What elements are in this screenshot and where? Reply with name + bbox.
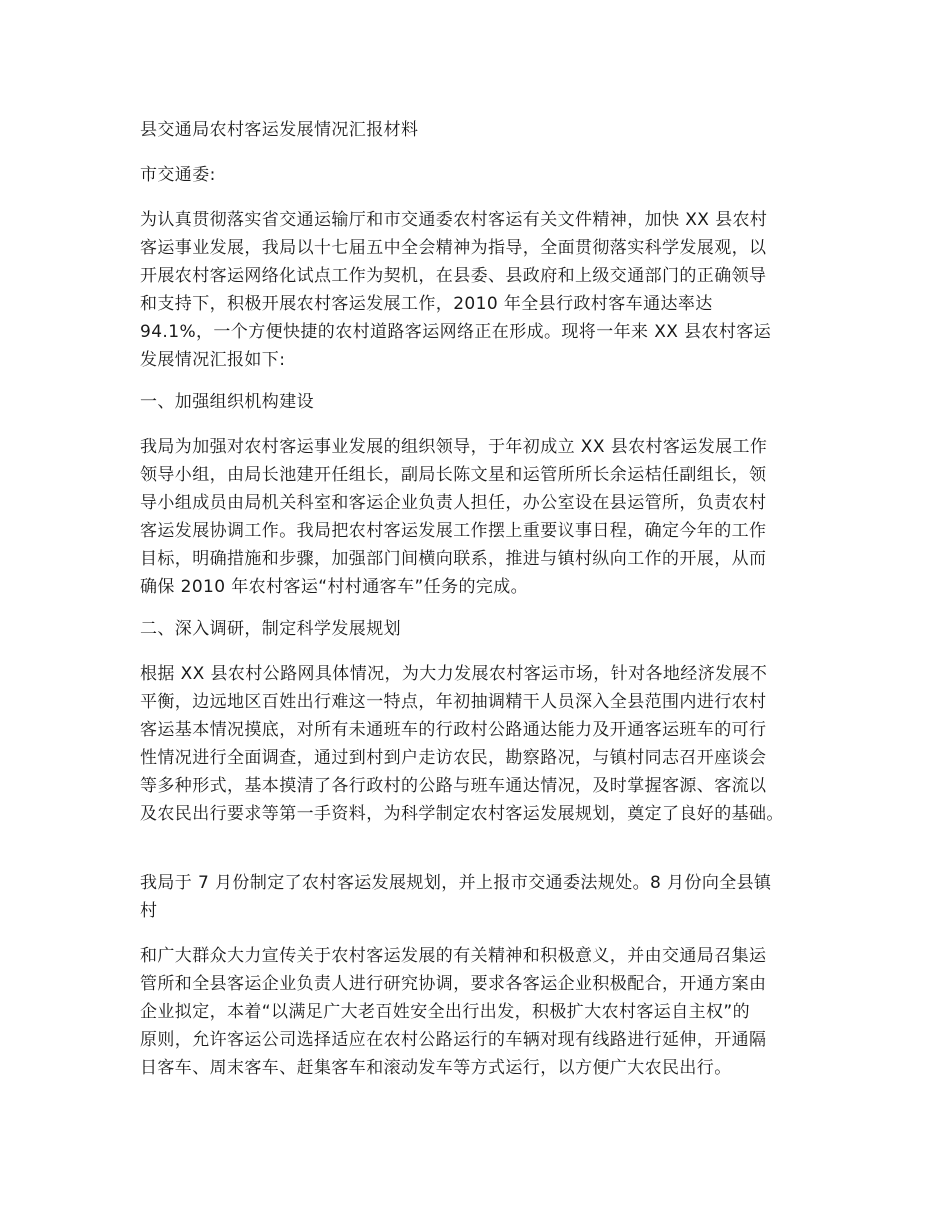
text-line: 和广大群众大力宣传关于农村客运发展的有关精神和积极意义，并由交通局召集运 [140,946,767,966]
text-line: 企业拟定，本着“以满足广大老百姓安全出行出发，积极扩大农村客运自主权”的 [140,1002,751,1022]
paragraph-organization [140,433,810,601]
text-line: 客运发展协调工作。我局把农村客运发展工作摆上重要议事日程，确定今年的工作 [140,521,767,541]
text-line: 为认真贯彻落实省交通运输厅和市交通委农村客运有关文件精神，加快 XX 县农村 [140,210,768,230]
text-line: 目标，明确措施和步骤，加强部门间横向联系，推进与镇村纵向工作的开展，从而 [140,549,767,569]
heading-line: 一、加强组织机构建设 [140,392,314,412]
text-line: 发展情况汇报如下: [140,350,286,370]
text-line: 等多种形式，基本摸清了各行政村的公路与班车通达情况，及时掌握客源、客流以 [140,776,767,796]
section-heading-1 [140,388,810,416]
paragraph-publicity [140,942,810,1082]
text-line: 开展农村客运网络化试点工作为契机，在县委、县政府和上级交通部门的正确领导 [140,266,767,286]
text-line: 94.1%，一个方便快捷的农村道路客运网络正在形成。现将一年来 XX 县农村客运 [140,322,772,342]
text-line: 平衡，边远地区百姓出行难这一特点，年初抽调精干人员深入全县范围内进行农村 [140,692,767,712]
salutation [140,161,810,189]
title-line: 县交通局农村客运发展情况汇报材料 [140,120,419,140]
text-line: 客运事业发展，我局以十七届五中全会精神为指导，全面贯彻落实科学发展观，以 [140,238,767,258]
text-line: 领导小组，由局长池建开任组长，副局长陈文星和运管所所长余运桔任副组长，领 [140,465,767,485]
heading-line: 二、深入调研，制定科学发展规划 [140,619,401,639]
text-line: 确保 2010 年农村客运“村村通客车”任务的完成。 [140,577,529,597]
document-title [140,116,810,144]
text-line: 根据 XX 县农村公路网具体情况，为大力发展农村客运市场，针对各地经济发展不 [140,664,768,684]
section-heading-2 [140,615,810,643]
paragraph-intro [140,206,810,374]
text-line: 和支持下，积极开展农村客运发展工作，2010 年全县行政村客车通达率达 [140,294,713,314]
text-line: 原则，允许客运公司选择适应在农村公路运行的车辆对现有线路进行延伸，开通隔 [140,1030,767,1050]
text-line: 我局为加强对农村客运事业发展的组织领导，于年初成立 XX 县农村客运发展工作 [140,437,768,457]
text-line: 性情况进行全面调查，通过到村到户走访农民，勘察路况，与镇村同志召开座谈会 [140,748,767,768]
text-line: 导小组成员由局机关科室和客运企业负责人担任，办公室设在县运管所，负责农村 [140,493,767,513]
text-line: 管所和全县客运企业负责人进行研究协调，要求各客运企业积极配合，开通方案由 [140,974,767,994]
paragraph-research [140,660,810,828]
text-line: 及农民出行要求等第一手资料，为科学制定农村客运发展规划，奠定了良好的基础。 [140,804,784,824]
paragraph-planning [140,869,810,925]
text-line: 村 [140,901,158,921]
text-line: 日客车、周末客车、赶集客车和滚动发车等方式运行，以方便广大农民出行。 [140,1058,732,1078]
salutation-line: 市交通委: [140,165,216,185]
text-line: 客运基本情况摸底，对所有未通班车的行政村公路通达能力及开通客运班车的可行 [140,720,767,740]
text-line: 我局于 7 月份制定了农村客运发展规划，并上报市交通委法规处。8 月份向全县镇 [140,873,772,893]
